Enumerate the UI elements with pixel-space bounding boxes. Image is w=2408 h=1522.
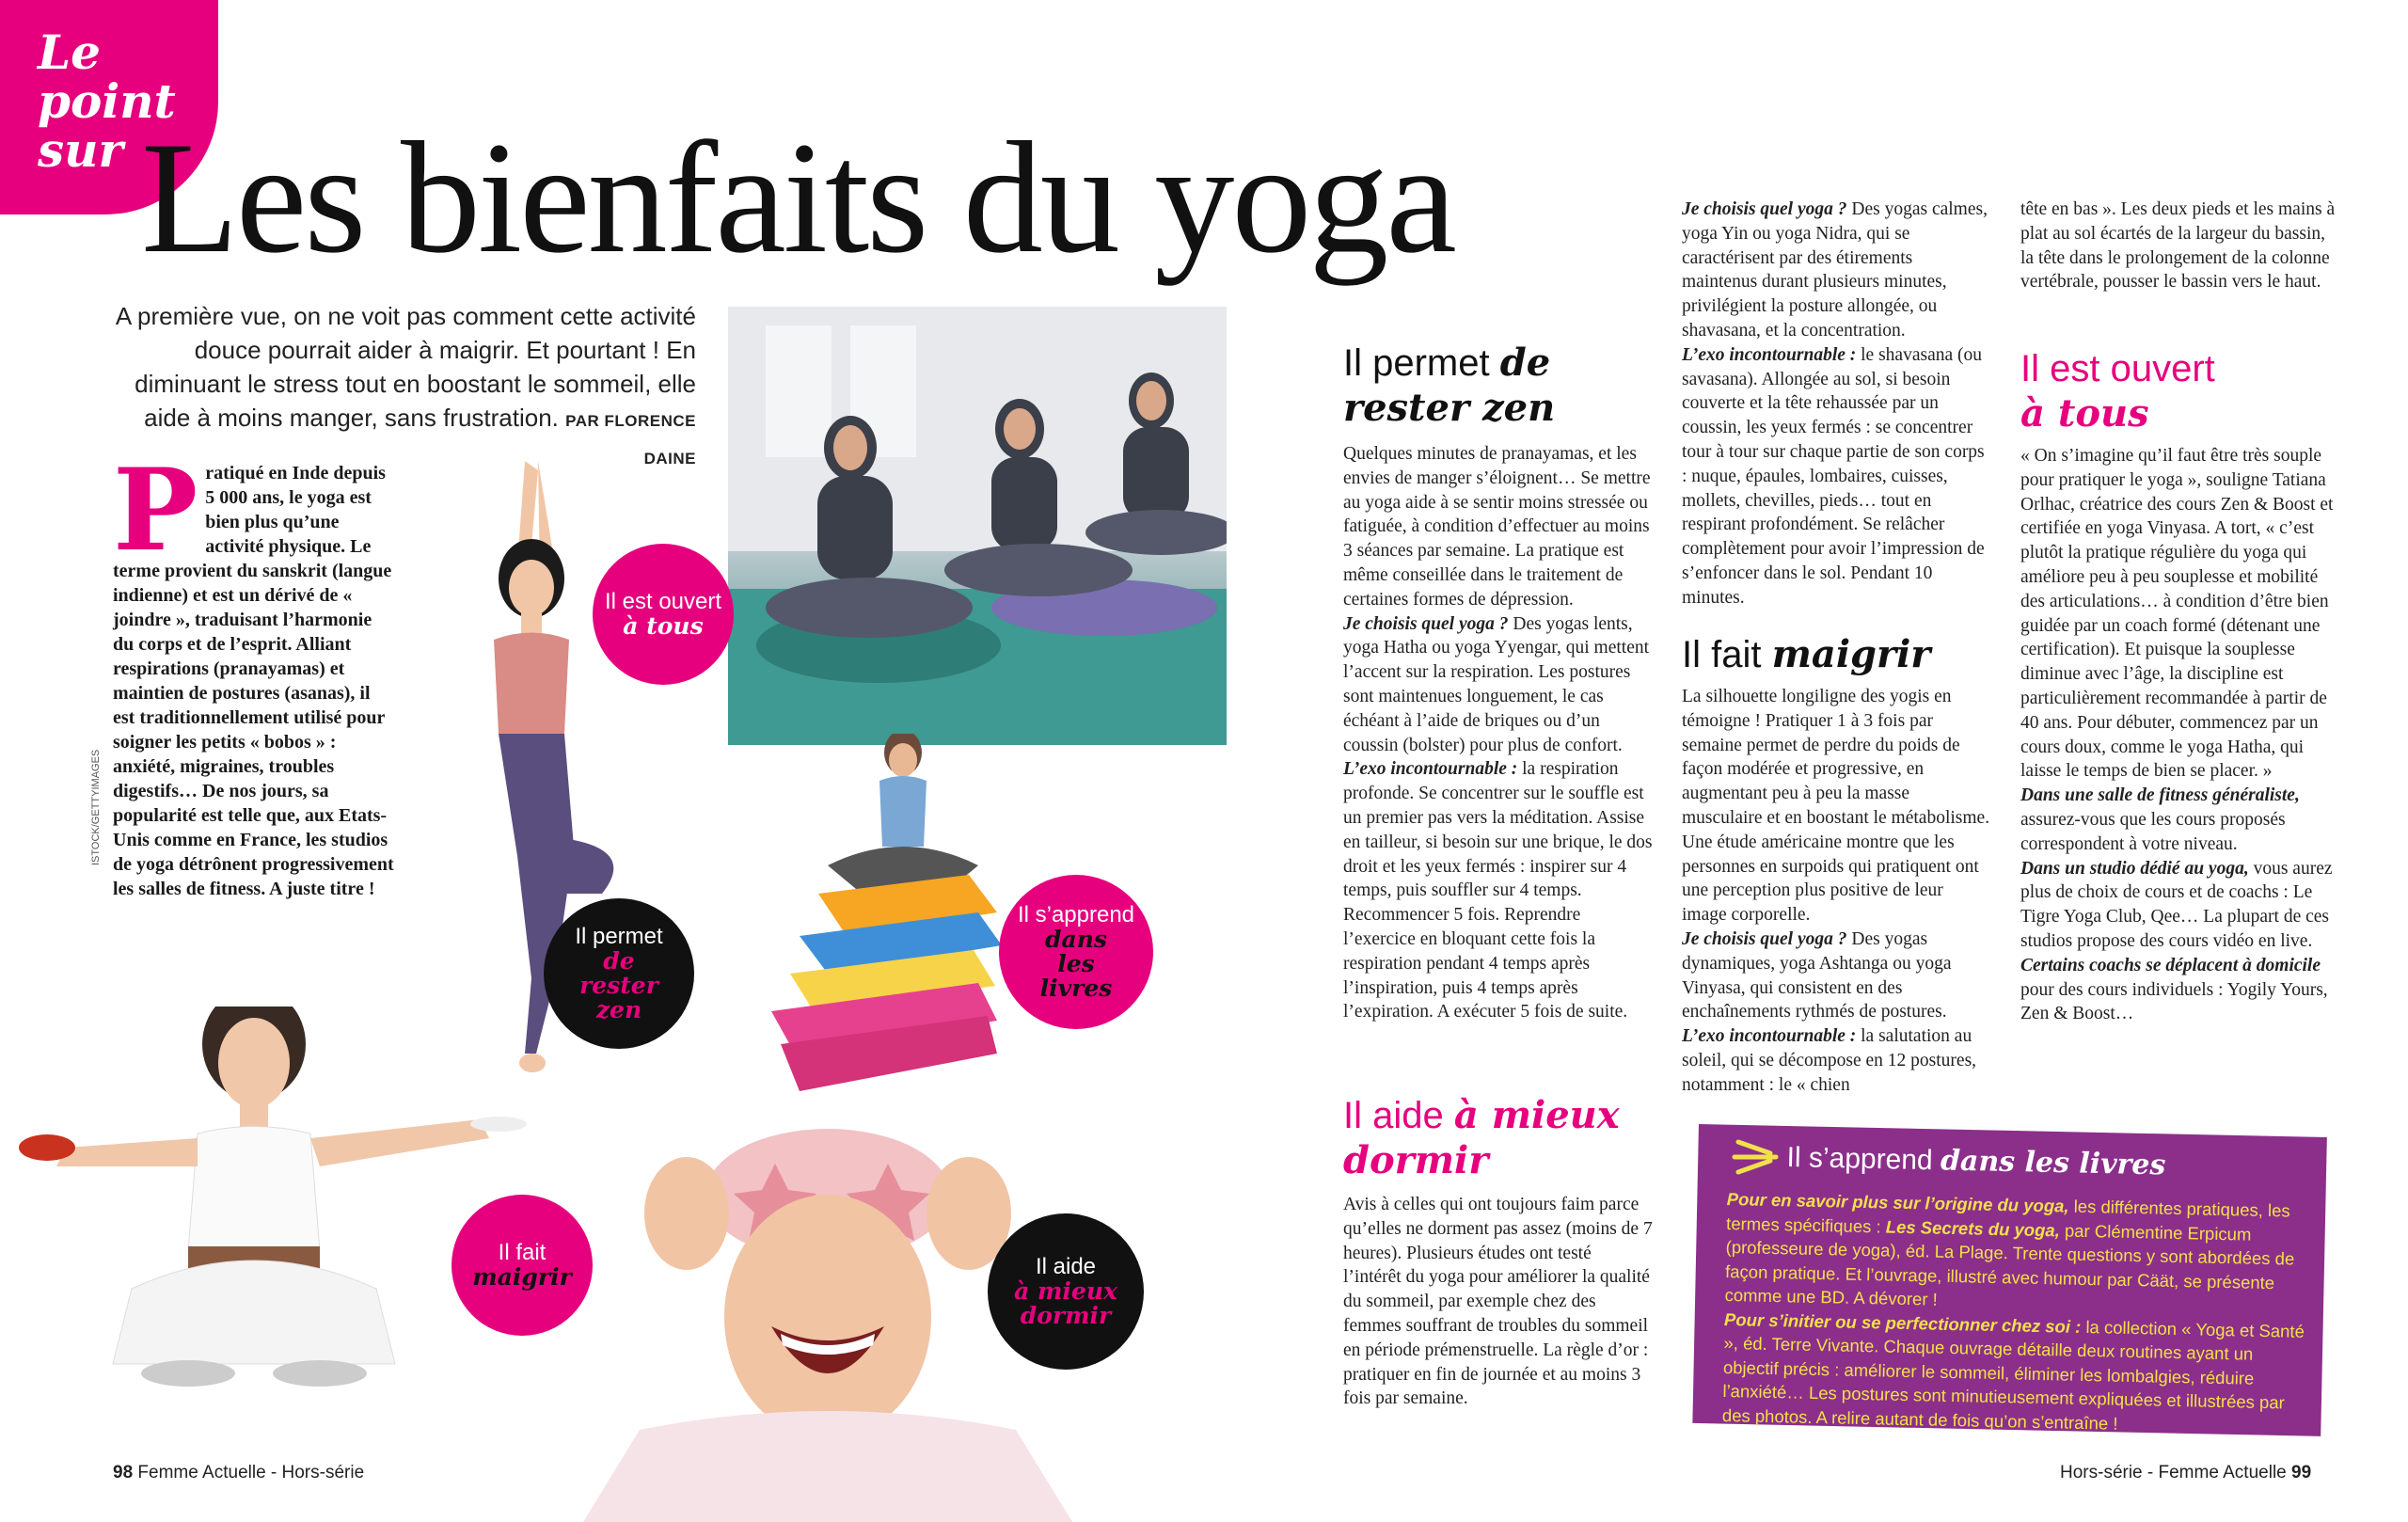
box-p2: par Clémentine Erpicum (professeure de yoga), éd. La Plage. Trente questions y sont abordées de façon pratique. Et l’ouvrage, illustré avec humour par Cäät, se présente comme une BD. A dévorer ! bbox=[1724, 1219, 2295, 1309]
page-number-left: 98 bbox=[113, 1463, 134, 1482]
heading-maigrir bbox=[1682, 632, 1992, 677]
col3-p2: le shavasana (ou savasana). Allongée au sol, si besoin couverte et la tête rehaussée par un coussin, les yeux fermés : se concentrer tour à tour sur chaque partie de son corps : nuque, épaules, lombaires, cuisses, mollets, chevilles, pieds… tout en respirant profondément. Se relâcher complètement pour avoir l’impression de s’enfoncer dans le sol. Pendant 10 minutes. bbox=[1682, 344, 1985, 608]
heading-dormir-part1: Il aide bbox=[1343, 1095, 1454, 1136]
bubble-maigrir-line1: Il fait bbox=[498, 1240, 547, 1265]
bubble-ouvert bbox=[593, 544, 734, 685]
footer-left bbox=[113, 1463, 364, 1483]
tag-line2: point bbox=[38, 73, 176, 129]
page-number-right: 99 bbox=[2291, 1463, 2312, 1482]
maigrir-k1: Je choisis quel yoga ? bbox=[1682, 928, 1847, 949]
heading-maigrir-part1: Il fait bbox=[1682, 634, 1772, 675]
box-heading-part2: dans les livres bbox=[1940, 1144, 2166, 1182]
ouvert-p3: vous aurez plus de choix de cours et de coachs : Le Tigre Yoga Club, Qee… La plupart de ces studios propose des cours vidéo en live. bbox=[2020, 858, 2333, 951]
heading-ouvert-part1: Il est ouvert bbox=[2020, 348, 2215, 389]
box-k3: Pour s’initier ou se perfectionner chez soi : bbox=[1723, 1308, 2082, 1337]
ouvert-p2: assurez-vous que les cours proposés correspondent à votre niveau. bbox=[2020, 809, 2286, 854]
footer-right bbox=[2060, 1463, 2311, 1483]
zen-p2: Des yogas lents, yoga Hatha ou yoga Yyengar, qui mettent l’accent sur la respiration. Les postures sont maintenues longuement, le cas échéant à l’aide de briques ou d’un coussin (bolster) pour plus de confort. bbox=[1343, 613, 1650, 755]
bubble-maigrir-line2: maigrir bbox=[472, 1263, 572, 1291]
bubble-zen bbox=[544, 898, 694, 1049]
section-ouvert-body bbox=[2020, 444, 2340, 1026]
section-dormir-body bbox=[1343, 1193, 1654, 1411]
heading-ouvert-part2: à tous bbox=[2020, 391, 2149, 436]
box-text bbox=[1722, 1187, 2308, 1439]
heading-maigrir-part2: maigrir bbox=[1771, 632, 1931, 676]
maigrir-k2: L’exo incontournable : bbox=[1682, 1026, 1857, 1047]
bubble-maigrir bbox=[452, 1195, 593, 1336]
sparkle-icon bbox=[1729, 1136, 1782, 1178]
bubble-dormir bbox=[988, 1213, 1144, 1370]
footer-right-text: Hors-série - Femme Actuelle bbox=[2060, 1463, 2292, 1482]
col3-p1: Des yogas calmes, yoga Yin ou yoga Nidra, qui se caractérisent par des étirements maintenus durant plusieurs minutes, privilégient la posture allongée, ou shavasana, et la concentration. bbox=[1682, 199, 1988, 341]
bubble-dormir-line1: Il aide bbox=[1035, 1254, 1097, 1279]
section-zen-body bbox=[1343, 442, 1654, 1024]
yoga-class-photo bbox=[728, 307, 1227, 745]
bubble-ouvert-line1: Il est ouvert bbox=[604, 589, 722, 614]
photo-credit: ISTOCK/GETTYIMAGES bbox=[90, 749, 102, 865]
maigrir-p2: Des yogas dynamiques, yoga Ashtanga ou yoga Vinyasa, qui consistent en des enchaînements rythmés de postures. bbox=[1682, 928, 1952, 1023]
maigrir-p3: la salutation au soleil, qui se décompose en 12 postures, notamment : le « chien bbox=[1682, 1026, 1977, 1095]
section-col4-top bbox=[2020, 198, 2340, 294]
zen-k2: L’exo incontournable : bbox=[1343, 759, 1518, 780]
drop-cap: P bbox=[113, 444, 198, 577]
bubble-livres bbox=[999, 875, 1153, 1029]
zen-p3: la respiration profonde. Se concentrer sur le souffle est un premier pas vers la méditation. Assise en tailleur, si besoin sur une brique, le dos droit et les yeux fermés : inspirer sur 4 temps, puis souffler sur 4 temps. Recommencer 5 fois. Reprendre l’exercice en bloquant cette fois la respiration pendant 4 temps après l’inspiration, puis 4 temps après l’expiration. A exécuter 5 fois de suite. bbox=[1343, 759, 1653, 1023]
heading-dormir bbox=[1343, 1093, 1654, 1183]
bubble-ouvert-line2: à tous bbox=[623, 612, 704, 640]
ouvert-k2: Dans un studio dédié au yoga, bbox=[2020, 858, 2249, 879]
zen-p1: Quelques minutes de pranayamas, et les envies de manger s’éloignent… Se mettre au yoga aide à se sentir moins stressée ou fatiguée, à condition d’effectuer au moins 3 séances par semaine. La pratique est même conseillée dans le traitement de certaines formes de dépression. bbox=[1343, 444, 1651, 610]
heading-ouvert bbox=[2020, 346, 2340, 436]
heading-zen-part1: Il permet bbox=[1343, 342, 1500, 384]
bubble-dormir-line2: à mieux dormir bbox=[1014, 1277, 1117, 1329]
meditation-on-books-illustration bbox=[762, 734, 1006, 1129]
maigrir-p1: La silhouette longiligne des yogis en témoigne ! Pratiquer 1 à 3 fois par semaine permet de perdre du poids de façon modérée et progressive, en augmentant peu à peu la masse musculaire et en boostant le métabolisme. Une étude américaine montre que les personnes en surpoids qui pratiquent ont une perception plus positive de leur image corporelle. bbox=[1682, 687, 1990, 926]
col3-k1: Je choisis quel yoga ? bbox=[1682, 199, 1847, 219]
ouvert-p4: pour des cours individuels : Yogily Yours, Zen & Boost… bbox=[2020, 979, 2328, 1024]
bubble-zen-line2: de rester zen bbox=[579, 947, 658, 1023]
footer-left-text: Femme Actuelle - Hors-série bbox=[133, 1463, 365, 1482]
lead-paragraph bbox=[113, 444, 395, 901]
bubble-zen-line1: Il permet bbox=[575, 924, 663, 949]
ouvert-k3: Certains coachs se déplacent à domicile bbox=[2020, 955, 2321, 975]
ouvert-k1: Dans une salle de fitness généraliste, bbox=[2020, 785, 2300, 806]
tag-line1: Le bbox=[38, 24, 101, 80]
box-k2: Les Secrets du yoga, bbox=[1885, 1216, 2061, 1240]
box-p1: les différentes pratiques, les termes spécifiques : bbox=[1725, 1196, 2290, 1237]
dormir-p1: Avis à celles qui ont toujours faim parce qu’elles ne dorment pas assez (moins de 7 heures). Plusieurs études ont testé l’intérêt du yoga pour améliorer la qualité du sommeil, par exemple chez des femmes souffrant de troubles du sommeil en période prémenstruelle. La règle d’or : pratiquer en fin de journée et au moins 3 fois par semaine. bbox=[1343, 1195, 1653, 1409]
intro-text: A première vue, on ne voit pas comment cette activité douce pourrait aider à maigrir. Et pourtant ! En diminuant le stress tout en boostant le sommeil, elle aide à moins manger, sans frustration. bbox=[115, 302, 696, 432]
section-maigrir-body bbox=[1682, 685, 1992, 1098]
box-p3: la collection « Yoga et Santé », éd. Terre Vivante. Chaque ouvrage détaille deux routines ayant un objectif précis : améliorer le sommeil, éliminer les lombalgies, réduire l’anxiété… Les postures sont minutieusement expliquées et illustrées par des photos. A relire autant de fois qu’on s’entraîne ! bbox=[1721, 1316, 2305, 1434]
box-k1: Pour en savoir plus sur l’origine du yoga, bbox=[1726, 1188, 2069, 1216]
lead-text: ratiqué en Inde depuis 5 000 ans, le yoga est bien plus qu’une activité physique. Le terme provient du sanskrit (langue indienne) et est un dérivé de « joindre », traduisant l’harmonie du corps et de l’esprit. Alliant respirations (pranayamas) et maintien de postures (asanas), il est traditionnellement utilisé pour soigner les petits « bobos » : anxiété, migraines, troubles digestifs… De nos jours, sa popularité est telle que, aux Etats-Unis comme en France, les studios de yoga détrônent progressivement les salles de fitness. A juste titre ! bbox=[113, 463, 394, 899]
bubble-livres-line1: Il s’apprend bbox=[1017, 902, 1135, 927]
ouvert-p1: « On s’imagine qu’il faut être très souple pour pratiquer le yoga », souligne Tatiana Orlhac, créatrice des cours Zen & Boost et certifiée en yoga Vinyasa. A tort, « c’est plutôt la pratique régulière du yoga qui améliore peu à peu souplesse et mobilité des articulations… à condition d’être bien guidée par un coach formé (détenant une certification). Et puisque la souplesse diminue avec l’âge, la discipline est particulièrement recommandée à partir de 40 ans. Pour débuter, commencez par un cours doux, comme le yoga Hatha, qui laisse le temps de bien se placer. » bbox=[2020, 446, 2334, 782]
col4-p1: tête en bas ». Les deux pieds et les mains à plat au sol écartés de la largeur du bassin, la tête dans le prolongement de la colonne vertébrale, pousser le bassin vers le haut. bbox=[2020, 199, 2336, 293]
heading-dormir-part2: à mieux dormir bbox=[1343, 1093, 1620, 1182]
zen-k1: Je choisis quel yoga ? bbox=[1343, 613, 1509, 634]
byline: PAR FLORENCE DAINE bbox=[565, 412, 696, 468]
box-heading-part1: Il s’apprend bbox=[1786, 1141, 1941, 1177]
tag-line3: sur bbox=[38, 122, 123, 178]
page-title: Les bienfaits du yoga bbox=[141, 109, 1454, 286]
section-col3-top bbox=[1682, 198, 1992, 610]
heading-zen bbox=[1343, 341, 1663, 431]
bubble-livres-line2: dans les livres bbox=[1039, 926, 1113, 1002]
col3-k2: L’exo incontournable : bbox=[1682, 344, 1857, 365]
heading-zen-part2: de rester zen bbox=[1343, 341, 1556, 430]
